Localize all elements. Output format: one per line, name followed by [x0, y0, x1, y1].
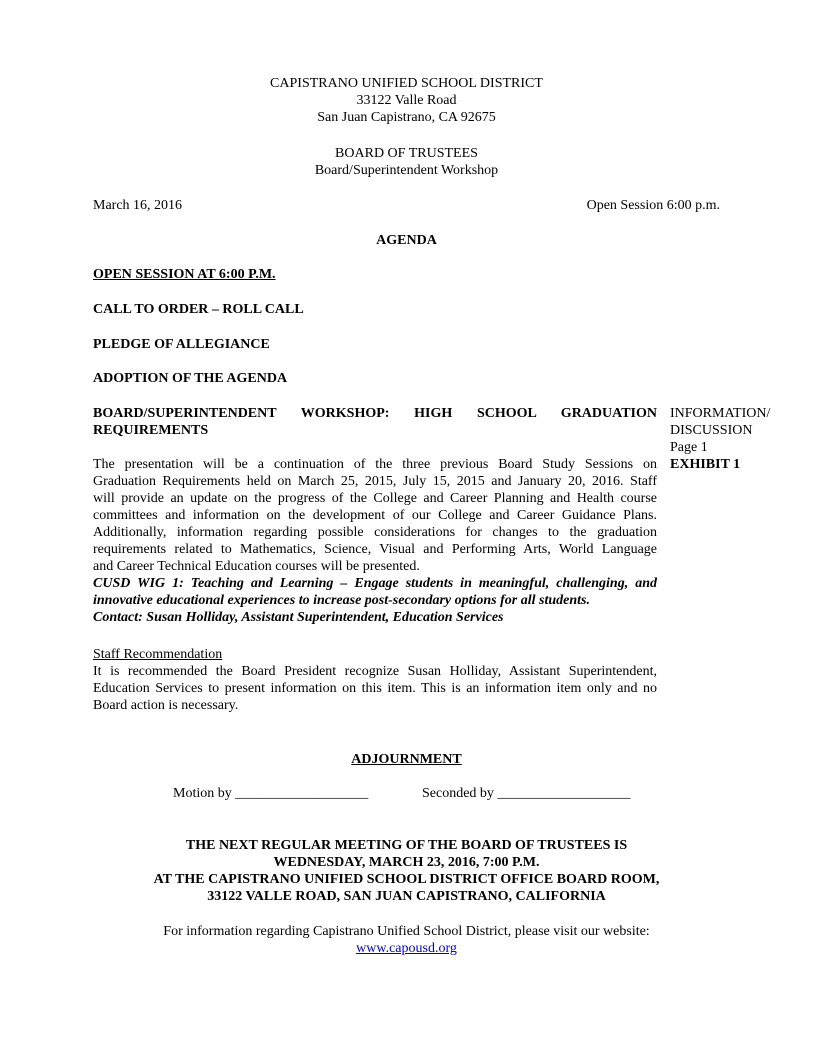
recommendation-line: Education Services to present information on this item. This is an information item only and no	[93, 681, 657, 696]
workshop-title: Board/Superintendent Workshop	[314, 163, 499, 178]
description-line: will provide an update on the progress of the College and Career Planning and Health course	[93, 491, 657, 506]
agenda-title: AGENDA	[376, 233, 437, 248]
letterhead	[0, 75, 813, 126]
description-line: Graduation Requirements held on March 25, 2015, July 15, 2015 and January 20, 2016. Staff	[93, 474, 657, 489]
recommendation-heading: Staff Recommendation	[93, 647, 223, 662]
board-title: BOARD OF TRUSTEES	[335, 146, 478, 161]
recommendation-line: Board action is necessary.	[93, 698, 239, 713]
description-line: The presentation will be a continuation of the three previous Board Study Sessions on	[93, 457, 657, 472]
wig-line: innovative educational experiences to increase post-secondary options for all students.	[93, 593, 590, 608]
district-name: CAPISTRANO UNIFIED SCHOOL DISTRICT	[270, 76, 543, 91]
pledge-of-allegiance: PLEDGE OF ALLEGIANCE	[93, 337, 270, 352]
side-discussion: DISCUSSION	[670, 423, 753, 438]
call-to-order: CALL TO ORDER – ROLL CALL	[93, 302, 304, 317]
staff-recommendation	[93, 646, 657, 714]
description-line: Additionally, information regarding possible considerations for changes to the graduation	[93, 525, 657, 540]
side-information: INFORMATION/	[670, 406, 771, 421]
contact-line: Contact: Susan Holliday, Assistant Superintendent, Education Services	[93, 610, 504, 625]
side-page: Page 1	[670, 440, 708, 455]
next-meeting-line: 33122 VALLE ROAD, SAN JUAN CAPISTRANO, CALIFORNIA	[207, 889, 606, 904]
session-time: Open Session 6:00 p.m.	[586, 198, 720, 213]
open-session-heading: OPEN SESSION AT 6:00 P.M.	[93, 267, 276, 282]
meeting-date: March 16, 2016	[93, 198, 183, 213]
wig-line: CUSD WIG 1: Teaching and Learning – Engage students in meaningful, challenging, and	[93, 576, 657, 591]
adjournment-title: ADJOURNMENT	[351, 752, 462, 767]
workshop-title-line-1: BOARD/SUPERINTENDENT WORKSHOP: HIGH SCHOOL GRADUATION	[93, 406, 657, 421]
description-line: committees and information on the development of our College and Career Guidance Plans.	[93, 508, 657, 523]
workshop-description	[93, 456, 657, 626]
next-meeting-line: WEDNESDAY, MARCH 23, 2016, 7:00 P.M.	[273, 855, 540, 870]
motion-by-line: Motion by ___________________	[173, 786, 369, 801]
address-line-2: San Juan Capistrano, CA 92675	[317, 110, 496, 125]
footer-info: For information regarding Capistrano Unified School District, please visit our website:	[163, 924, 650, 939]
next-meeting-notice	[0, 837, 813, 905]
side-exhibit: EXHIBIT 1	[670, 457, 741, 472]
recommendation-line: It is recommended the Board President recognize Susan Holliday, Assistant Superintendent,	[93, 664, 657, 679]
next-meeting-line: AT THE CAPISTRANO UNIFIED SCHOOL DISTRICT OFFICE BOARD ROOM,	[153, 872, 660, 887]
website-link[interactable]: www.capousd.org	[356, 941, 457, 956]
description-line: and Career Technical Education courses will be presented.	[93, 559, 420, 574]
adoption-of-agenda: ADOPTION OF THE AGENDA	[93, 371, 288, 386]
seconded-by-line: Seconded by ___________________	[422, 786, 631, 801]
workshop-title-line-2: REQUIREMENTS	[93, 423, 209, 438]
footer	[0, 923, 813, 957]
next-meeting-line: THE NEXT REGULAR MEETING OF THE BOARD OF TRUSTEES IS	[185, 838, 628, 853]
description-line: requirements related to Mathematics, Science, Visual and Performing Arts, World Language	[93, 542, 657, 557]
workshop-item	[93, 405, 657, 439]
workshop-side-note	[670, 405, 770, 473]
address-line-1: 33122 Valle Road	[356, 93, 457, 108]
board-heading	[0, 145, 813, 179]
